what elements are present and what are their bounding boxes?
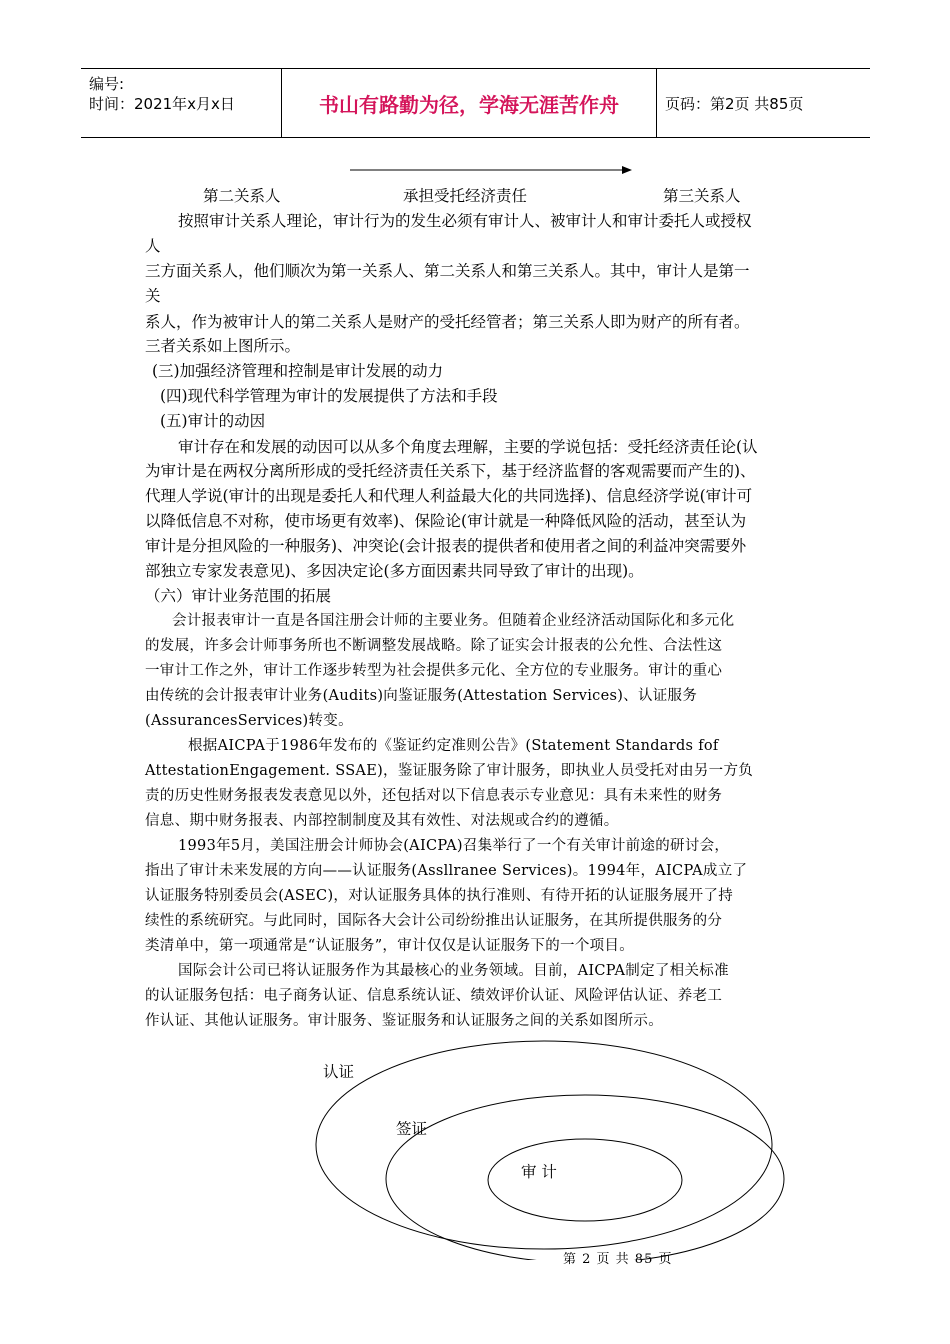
section-heading: （六）审计业务范围的拓展 — [145, 587, 332, 605]
text-line: 代理人学说(审计的出现是委托人和代理人利益最大化的共同选择)、信息经济学说(审计可 — [145, 487, 753, 505]
ellipse-inner — [488, 1139, 682, 1221]
text-line: 续性的系统研究。与此同时，国际各大会计公司纷纷推出认证服务，在其所提供服务的分 — [145, 913, 723, 929]
page-footer: 第 2 页 共 85 页 — [563, 1252, 673, 1267]
text-line: 系人，作为被审计人的第二关系人是财产的受托经管者；第三关系人即为财产的所有者。 — [145, 313, 750, 331]
text-line: 一审计工作之外，审计工作逐步转型为社会提供多元化、全方位的专业服务。审计的重心 — [145, 663, 723, 679]
text-line: 作认证、其他认证服务。审计服务、鉴证服务和认证服务之间的关系如图所示。 — [145, 1013, 663, 1029]
service-relationship-diagram — [0, 1040, 950, 1260]
text-line: 审计是分担风险的一种服务)、冲突论(会计报表的提供者和使用者之间的利益冲突需要外 — [145, 537, 747, 555]
text-line: 的认证服务包括：电子商务认证、信息系统认证、绩效评价认证、风险评估认证、养老工 — [145, 988, 723, 1004]
relation-right: 第三关系人 — [663, 187, 741, 205]
text-line: (AssurancesServices)转变。 — [145, 713, 353, 729]
header-page-info: 页码：第2页 共85页 — [665, 94, 804, 113]
venn-outer-label: 认证 — [323, 1063, 355, 1081]
text-line: 由传统的会计报表审计业务(Audits)向鉴证服务(Attestation Services)、认证服务 — [145, 688, 698, 704]
text-line: 1993年5月，美国注册会计师协会(AICPA)召集举行了一个有关审计前途的研讨会， — [178, 838, 730, 854]
section-heading: (五)审计的动因 — [160, 412, 266, 430]
text-line: 认证服务特别委员会(ASEC)，对认证服务具体的执行准则、有待开拓的认证服务展开了持 — [145, 888, 733, 904]
text-line: 为审计是在两权分离所形成的受托经济责任关系下，基于经济监督的客观需要而产生的)、 — [145, 462, 756, 480]
text-line: 类清单中，第一项通常是“认证服务”，审计仅仅是认证服务下的一个项目。 — [145, 938, 635, 954]
text-line: 人 — [145, 237, 161, 255]
relation-left: 第二关系人 — [203, 187, 281, 205]
section-heading: (三)加强经济管理和控制是审计发展的动力 — [152, 362, 444, 380]
text-line: 的发展，许多会计师事务所也不断调整发展战略。除了证实会计报表的公允性、合法性这 — [145, 638, 723, 654]
ellipse-middle — [386, 1095, 784, 1260]
text-line: 国际会计公司已将认证服务作为其最核心的业务领域。目前，AICPA制定了相关标准 — [178, 963, 729, 979]
text-line: 以降低信息不对称，使市场更有效率)、保险论(审计就是一种降低风险的活动，甚至认为 — [145, 512, 747, 530]
venn-middle-label: 签证 — [396, 1120, 428, 1138]
text-line: 三者关系如上图所示。 — [145, 337, 301, 355]
relation-middle: 承担受托经济责任 — [403, 187, 528, 205]
date-label: 时间：2021年x月x日 — [89, 95, 235, 113]
text-line: 按照审计关系人理论，审计行为的发生必须有审计人、被审计人和审计委托人或授权 — [178, 212, 752, 230]
section-heading: (四)现代科学管理为审计的发展提供了方法和手段 — [160, 387, 498, 405]
text-line: 审计存在和发展的动因可以从多个角度去理解，主要的学说包括：受托经济责任论(认 — [178, 438, 758, 456]
text-line: AttestationEngagement. SSAE)，鉴证服务除了审计服务，即执业人员受托对由另一方负 — [145, 763, 754, 779]
number-label: 编号: — [89, 75, 125, 93]
text-line: 指出了审计未来发展的方向——认证服务(Assllranee Services)。1994年，AICPA成立了 — [145, 863, 748, 879]
text-line: 根据AICPA于1986年发布的《鉴证约定准则公告》(Statement Standards fof — [188, 738, 719, 754]
header-motto: 书山有路勤为径，学海无涯苦作舟 — [282, 69, 657, 137]
venn-inner-label: 审 计 — [521, 1163, 557, 1181]
text-line: 三方面关系人，他们顺次为第一关系人、第二关系人和第三关系人。其中，审计人是第一 — [145, 262, 750, 280]
text-line: 责的历史性财务报表发表意见以外，还包括对以下信息表示专业意见：具有未来性的财务 — [145, 788, 723, 804]
text-line: 会计报表审计一直是各国注册会计师的主要业务。但随着企业经济活动国际化和多元化 — [172, 613, 735, 629]
text-line: 部独立专家发表意见)、多因决定论(多方面因素共同导致了审计的出现)。 — [145, 562, 644, 580]
text-line: 信息、期中财务报表、内部控制制度及其有效性、对法规或合约的遵循。 — [145, 813, 619, 829]
text-line: 关 — [145, 287, 161, 305]
